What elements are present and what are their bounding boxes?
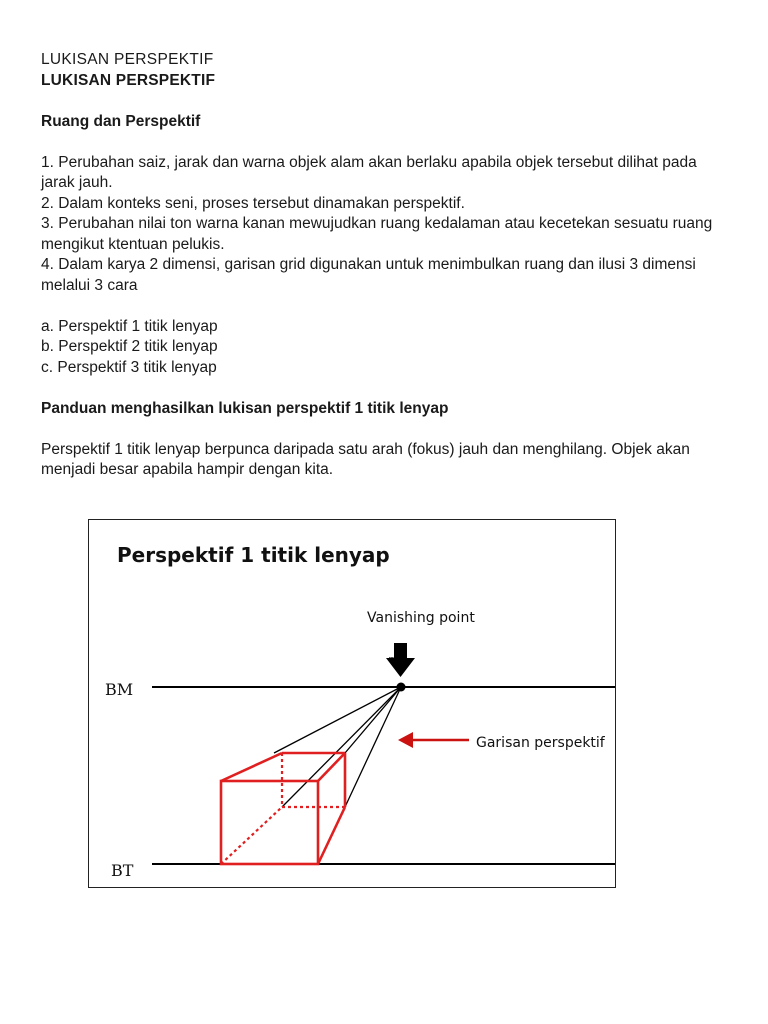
method-a: a. Perspektif 1 titik lenyap	[41, 317, 218, 335]
section-heading-ruang: Ruang dan Perspektif	[41, 112, 201, 130]
perspective-diagram	[89, 520, 615, 887]
perspective-line	[345, 687, 401, 753]
point-3: 3. Perubahan nilai ton warna kanan mewujudkan ruang kedalaman atau kecetekan sesuatu ruang mengikut ktentuan pelukis.	[41, 215, 713, 253]
perspective-figure	[88, 519, 616, 888]
perspective-box	[221, 753, 345, 864]
spacer	[41, 419, 731, 440]
paragraph-perspektif: Perspektif 1 titik lenyap berpunca daripada satu arah (fokus) jauh dan menghilang. Objek akan menjadi besar apabila hampir dengan kita.	[41, 440, 690, 478]
point-4: 4. Dalam karya 2 dimensi, garisan grid digunakan untuk menimbulkan ruang dan ilusi 3 dimensi melalui 3 cara	[41, 256, 696, 294]
down-arrow-icon	[386, 643, 415, 677]
perspective-line	[282, 687, 401, 807]
method-b: b. Perspektif 2 titik lenyap	[41, 338, 218, 355]
spacer	[41, 91, 731, 112]
ground-label: BT	[111, 861, 134, 880]
spacer	[41, 378, 731, 399]
document-body	[41, 50, 731, 481]
perspective-lines	[274, 687, 401, 807]
document-title-plain: LUKISAN PERSPEKTIF	[41, 51, 214, 68]
vanishing-point-dot	[397, 683, 406, 692]
figure-title: Perspektif 1 titik lenyap	[117, 543, 390, 567]
spacer	[41, 132, 731, 153]
document-title-bold: LUKISAN PERSPEKTIF	[41, 71, 216, 89]
perspective-line	[274, 687, 401, 753]
arrow-label: Garisan perspektif	[476, 735, 605, 751]
perspective-line	[345, 687, 401, 807]
point-2: 2. Dalam konteks seni, proses tersebut dinamakan perspektif.	[41, 194, 465, 212]
vanishing-point-label: Vanishing point	[367, 610, 475, 626]
spacer	[41, 296, 731, 317]
section-heading-panduan: Panduan menghasilkan lukisan perspektif 1 titik lenyap	[41, 399, 449, 417]
horizon-label: BM	[105, 680, 134, 699]
red-arrow-icon	[398, 732, 469, 748]
method-c: c. Perspektif 3 titik lenyap	[41, 358, 217, 376]
point-1: 1. Perubahan saiz, jarak dan warna objek alam akan berlaku apabila objek tersebut dilihat pada jarak jauh.	[41, 153, 697, 191]
